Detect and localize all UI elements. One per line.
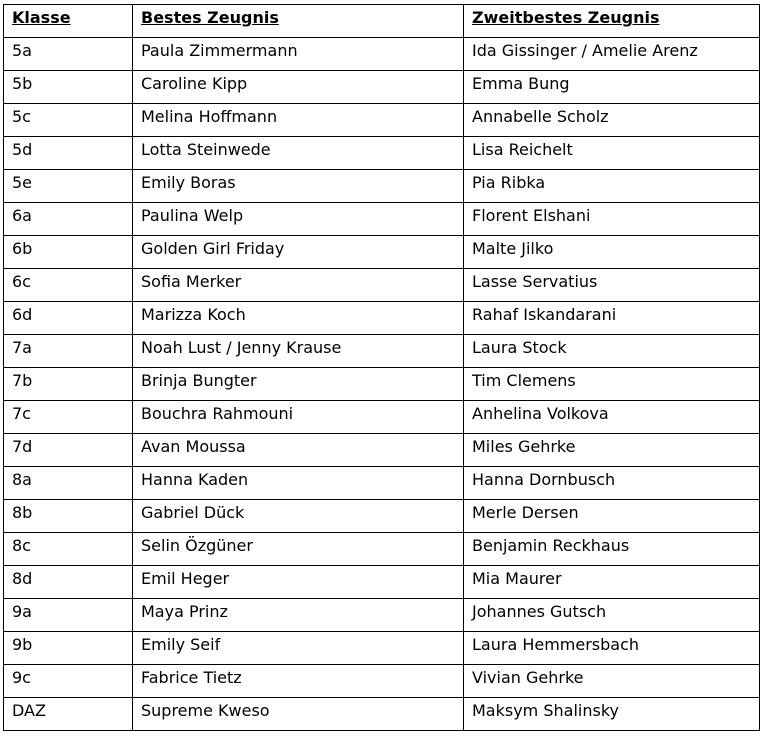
table-row [4,665,760,698]
second-best-report-cell [464,698,760,731]
best-report-cell-text: Melina Hoffmann [141,107,278,126]
second-best-report-cell-text: Rahaf Iskandarani [472,305,617,324]
class-cell-text: 5c [12,107,31,126]
best-report-cell-text: Selin Özgüner [141,536,253,555]
class-cell-text: 7c [12,404,31,423]
second-best-report-cell-text: Florent Elshani [472,206,591,225]
best-report-cell-text: Golden Girl Friday [141,239,285,258]
class-cell-text: 6a [12,206,32,225]
header-klasse [4,5,133,38]
table-row [4,302,760,335]
second-best-report-cell-text: Lasse Servatius [472,272,598,291]
table-row [4,170,760,203]
table-row [4,698,760,731]
table-row [4,335,760,368]
table-row [4,38,760,71]
best-report-cell-text: Bouchra Rahmouni [141,404,294,423]
table-row [4,434,760,467]
second-best-report-cell-text: Malte Jilko [472,239,554,258]
best-report-cell [133,533,464,566]
second-best-report-cell-text: Merle Dersen [472,503,579,522]
best-report-cell [133,467,464,500]
header-klasse-label: Klasse [12,8,71,27]
second-best-report-cell-text: Emma Bung [472,74,570,93]
table-row [4,368,760,401]
best-report-cell [133,236,464,269]
class-cell-text: 6c [12,272,31,291]
second-best-report-cell [464,533,760,566]
second-best-report-cell [464,137,760,170]
best-report-cell [133,401,464,434]
class-cell [4,599,133,632]
best-report-cell-text: Emily Boras [141,173,236,192]
best-report-cell-text: Avan Moussa [141,437,246,456]
class-cell [4,236,133,269]
second-best-report-cell [464,236,760,269]
class-cell-text: 5e [12,173,33,192]
class-cell [4,71,133,104]
header-bestes-zeugnis [133,5,464,38]
table-row [4,533,760,566]
best-report-cell-text: Paulina Welp [141,206,244,225]
best-report-cell [133,38,464,71]
best-report-cell-text: Emily Seif [141,635,221,654]
table-row [4,632,760,665]
best-report-cell [133,500,464,533]
table-row [4,203,760,236]
best-report-cell [133,170,464,203]
best-report-cell-text: Maya Prinz [141,602,228,621]
second-best-report-cell-text: Vivian Gehrke [472,668,584,687]
second-best-report-cell-text: Lisa Reichelt [472,140,573,159]
class-cell-text: 7b [12,371,33,390]
second-best-report-cell-text: Johannes Gutsch [472,602,607,621]
class-cell-text: 8b [12,503,33,522]
table-row [4,566,760,599]
class-cell [4,137,133,170]
class-cell [4,401,133,434]
second-best-report-cell-text: Laura Stock [472,338,567,357]
best-report-cell-text: Lotta Steinwede [141,140,271,159]
table-row [4,71,760,104]
class-cell [4,104,133,137]
best-report-cell-text: Paula Zimmermann [141,41,298,60]
second-best-report-cell-text: Annabelle Scholz [472,107,609,126]
second-best-report-cell-text: Tim Clemens [472,371,576,390]
class-cell [4,632,133,665]
class-cell-text: 8d [12,569,33,588]
class-cell [4,665,133,698]
best-report-cell-text: Fabrice Tietz [141,668,242,687]
table-row [4,236,760,269]
class-cell-text: 9c [12,668,31,687]
second-best-report-cell [464,566,760,599]
best-report-cell-text: Hanna Kaden [141,470,249,489]
class-cell-text: 6b [12,239,33,258]
best-report-cell-text: Gabriel Dück [141,503,245,522]
second-best-report-cell [464,434,760,467]
second-best-report-cell-text: Hanna Dornbusch [472,470,616,489]
class-cell-text: 7a [12,338,32,357]
second-best-report-cell-text: Mia Maurer [472,569,562,588]
second-best-report-cell [464,665,760,698]
class-cell-text: 5d [12,140,33,159]
class-cell-text: 9a [12,602,32,621]
class-cell [4,533,133,566]
header-bestes-zeugnis-label: Bestes Zeugnis [141,8,279,27]
best-report-cell [133,71,464,104]
best-report-cell-text: Sofia Merker [141,272,242,291]
best-report-cell [133,665,464,698]
class-cell-text: 9b [12,635,33,654]
second-best-report-cell [464,302,760,335]
class-cell [4,335,133,368]
second-best-report-cell [464,269,760,302]
table-row [4,467,760,500]
second-best-report-cell [464,368,760,401]
class-cell [4,38,133,71]
second-best-report-cell [464,71,760,104]
class-cell-text: DAZ [12,701,46,720]
best-report-cell [133,137,464,170]
best-report-cell-text: Supreme Kweso [141,701,270,720]
second-best-report-cell [464,599,760,632]
best-report-cell-text: Marizza Koch [141,305,246,324]
best-report-cell [133,302,464,335]
second-best-report-cell-text: Maksym Shalinsky [472,701,619,720]
class-cell-text: 5a [12,41,32,60]
class-cell [4,500,133,533]
second-best-report-cell-text: Anhelina Volkova [472,404,609,423]
best-report-cell-text: Brinja Bungter [141,371,257,390]
table-row [4,599,760,632]
second-best-report-cell [464,170,760,203]
best-report-cell [133,566,464,599]
second-best-report-cell-text: Ida Gissinger / Amelie Arenz [472,41,698,60]
class-cell [4,698,133,731]
class-cell [4,467,133,500]
second-best-report-cell [464,38,760,71]
second-best-report-cell [464,104,760,137]
second-best-report-cell-text: Miles Gehrke [472,437,576,456]
class-cell-text: 8c [12,536,31,555]
awards-table [3,4,760,731]
best-report-cell [133,434,464,467]
class-cell-text: 5b [12,74,33,93]
second-best-report-cell-text: Benjamin Reckhaus [472,536,630,555]
table-row [4,269,760,302]
class-cell [4,566,133,599]
class-cell [4,269,133,302]
second-best-report-cell-text: Laura Hemmersbach [472,635,640,654]
best-report-cell [133,203,464,236]
second-best-report-cell [464,401,760,434]
best-report-cell-text: Noah Lust / Jenny Krause [141,338,342,357]
best-report-cell [133,698,464,731]
second-best-report-cell-text: Pia Ribka [472,173,546,192]
table-header-row [4,5,760,38]
best-report-cell [133,632,464,665]
class-cell-text: 8a [12,470,32,489]
best-report-cell [133,104,464,137]
header-zweitbestes-zeugnis-label: Zweitbestes Zeugnis [472,8,660,27]
table-row [4,104,760,137]
second-best-report-cell [464,467,760,500]
table-row [4,500,760,533]
second-best-report-cell [464,632,760,665]
class-cell [4,302,133,335]
second-best-report-cell [464,500,760,533]
best-report-cell [133,335,464,368]
best-report-cell [133,368,464,401]
header-zweitbestes-zeugnis [464,5,760,38]
second-best-report-cell [464,203,760,236]
class-cell [4,170,133,203]
class-cell-text: 7d [12,437,33,456]
second-best-report-cell [464,335,760,368]
best-report-cell-text: Caroline Kipp [141,74,248,93]
best-report-cell [133,599,464,632]
table-row [4,137,760,170]
table-row [4,401,760,434]
class-cell [4,203,133,236]
class-cell [4,368,133,401]
best-report-cell-text: Emil Heger [141,569,230,588]
table-body [4,38,760,731]
class-cell-text: 6d [12,305,33,324]
class-cell [4,434,133,467]
best-report-cell [133,269,464,302]
